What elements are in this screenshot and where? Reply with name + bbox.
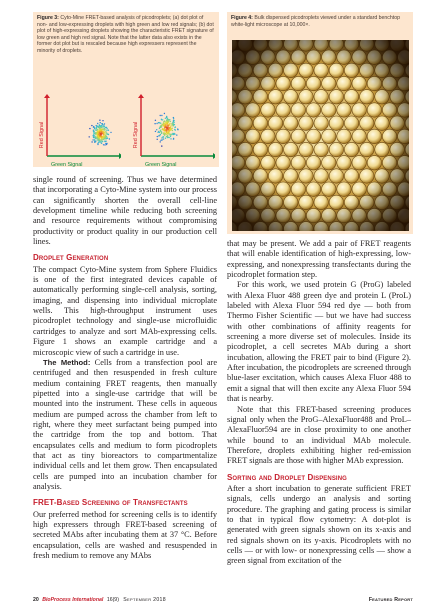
dot-plot-a-axes xyxy=(44,94,121,159)
dot-plot-point xyxy=(104,141,105,142)
dot-plot-b-xlabel: Green Signal xyxy=(145,162,177,168)
heading-droplet-generation xyxy=(33,253,217,263)
dot-plot-a-points xyxy=(89,120,112,146)
paragraph-sorting: After a short incubation to generate sufficient FRET signals, cells undergo an analysis and sorting procedure. The graphing and gating process is similar to that in typical flow cytometry: A dot-plot is generated with green signals shown on its x-axis and red signals shown on its y-axis. Picodroplets with no cells — or with low- or nonexpressing cells — show a green signal from excitation of the xyxy=(227,483,411,566)
dot-plot-point xyxy=(106,138,107,139)
dot-plot-point xyxy=(106,128,107,129)
dot-plot-point xyxy=(155,120,156,121)
heading-fret-screening-text: FRET-Based Screening of Transfectants xyxy=(33,498,188,508)
dot-plot-point xyxy=(103,137,104,138)
dot-plot-point xyxy=(105,127,106,128)
dot-plot-point xyxy=(98,126,99,127)
left-column xyxy=(33,175,217,561)
dot-plot-point xyxy=(173,122,174,123)
dot-plot-point xyxy=(93,127,94,128)
dot-plot-point xyxy=(96,128,97,129)
dot-plot-point xyxy=(93,135,94,136)
dot-plot-point xyxy=(160,115,161,116)
dot-plot-point xyxy=(95,129,96,130)
dot-plot-point xyxy=(91,125,92,126)
dot-plot-point xyxy=(94,133,95,134)
dot-plot-point xyxy=(97,143,98,144)
dot-plot-b-axes xyxy=(138,94,215,159)
dot-plot-point xyxy=(169,124,170,125)
dot-plot-point xyxy=(110,132,111,133)
dot-plot-point xyxy=(173,118,174,119)
dot-plot-point xyxy=(160,127,161,128)
dot-plot-point xyxy=(101,140,102,141)
dot-plot-point xyxy=(161,145,162,146)
dot-plot-point xyxy=(105,131,106,132)
issue-date: September 2018 xyxy=(123,597,166,603)
dot-plot-point xyxy=(106,136,107,137)
dot-plot-point xyxy=(104,129,105,130)
dot-plot-a-ylabel: Red Signal xyxy=(39,121,46,149)
paragraph-cyto-mine: The compact Cyto-Mine system from Sphere Fluidics is one of the first integrated devices capable of automatically performing single-cell analysis, sorting, imaging, and dispensing into individual microplate wells. This high-throughput instrument uses picodroplet technology and single-use microfluidic cartridges to analyze and sort MAb-expressing cells. Figure 1 shows an example cartridge and a microscopic view of such a cartridge in use. xyxy=(33,264,217,357)
dot-plot-point xyxy=(164,134,165,135)
dot-plot-point xyxy=(104,144,105,145)
dot-plot-point xyxy=(93,131,94,132)
heading-sorting-text: Sorting and Droplet Dispensing xyxy=(227,472,347,482)
section-name: Featured Report xyxy=(368,597,413,603)
dot-plot-point xyxy=(99,141,100,142)
figure-3-caption xyxy=(33,12,219,55)
dot-plot-point xyxy=(173,120,174,121)
dot-plot-point xyxy=(166,116,167,117)
footer-left xyxy=(33,597,166,603)
dot-plot-point xyxy=(89,136,90,137)
dot-plot-point xyxy=(92,139,93,140)
dot-plot-point xyxy=(160,141,161,142)
dot-plot-point xyxy=(172,130,173,131)
dot-plot-point xyxy=(94,128,95,129)
dot-plot-point xyxy=(105,137,106,138)
dot-plot-a-xlabel: Green Signal xyxy=(51,162,83,168)
dot-plot-point xyxy=(108,130,109,131)
dot-plot-point xyxy=(162,129,163,130)
dot-plot-point xyxy=(102,126,103,127)
method-runin-label: The Method: xyxy=(43,357,91,367)
dot-plot-point xyxy=(167,118,168,119)
figure-3-caption-text: Cyto-Mine FRET-based analysis of picodroplets; (a) dot plot of non- and low-expressing droplets with high green and low red signals; (b) dot plot of high-expressing droplets showing the characteristic FRET signature of low green and high red signal. Note that the latter data also exists in the former dot plot but is rescaled because high expressers represent the minority of droplets. xyxy=(37,15,214,54)
dot-plot-point xyxy=(164,127,165,128)
figure-3 xyxy=(33,12,219,167)
dot-plot-point xyxy=(165,133,166,134)
dot-plot-point xyxy=(167,122,168,123)
dot-plot-point xyxy=(107,138,108,139)
dot-plot-point xyxy=(100,134,101,135)
dot-plot-point xyxy=(168,132,169,133)
dot-plot-point xyxy=(167,124,168,125)
dot-plot-point xyxy=(100,125,101,126)
figure-4-caption xyxy=(227,12,413,28)
dot-plot-point xyxy=(99,120,100,121)
dot-plot-point xyxy=(159,122,160,123)
dot-plot-point xyxy=(172,134,173,135)
figure-4 xyxy=(227,12,413,234)
paragraph-fret-signal: Note that this FRET-based screening produces signal only when the ProG–AlexaFluor488 and ProL–AlexaFluor594 are in close proximity to one another while bound to an individual MAb molecule. Therefore, droplets exhibiting higher red-emission FRET signals are those with higher MAb expression. xyxy=(227,404,411,466)
dot-plot-point xyxy=(166,130,167,131)
dot-plot-point xyxy=(169,128,170,129)
dot-plot-point xyxy=(99,132,100,133)
dot-plot-point xyxy=(168,133,169,134)
dot-plot-point xyxy=(104,123,105,124)
dot-plot-point xyxy=(99,140,100,141)
dot-plot-point xyxy=(156,129,157,130)
publication-name: BioProcess International xyxy=(42,597,104,603)
dot-plot-point xyxy=(109,138,110,139)
dot-plot-point xyxy=(99,136,100,137)
dot-plot-point xyxy=(160,130,161,131)
dot-plot-point xyxy=(166,132,167,133)
dot-plot-point xyxy=(103,131,104,132)
dot-plot-point xyxy=(157,132,158,133)
dot-plot-point xyxy=(161,115,162,116)
dot-plot-point xyxy=(95,140,96,141)
dot-plot-point xyxy=(91,141,92,142)
dot-plot-a xyxy=(37,94,121,168)
dot-plot-point xyxy=(159,135,160,136)
dot-plot-point xyxy=(108,134,109,135)
dot-plot-point xyxy=(166,136,167,137)
dot-plot-point xyxy=(97,138,98,139)
dot-plot-point xyxy=(103,125,104,126)
dot-plot-point xyxy=(100,142,101,143)
figure-3-label: Figure 3: xyxy=(37,15,59,21)
dot-plot-point xyxy=(170,125,171,126)
dot-plot-point xyxy=(163,129,164,130)
dot-plot-point xyxy=(164,113,165,114)
dot-plot-b xyxy=(131,94,215,168)
paragraph-fret-reagents: that may be present. We add a pair of FRET reagents that will enable identification of high-expressing, low-expressing, and nonexpressing transfectants during the picodroplet formation step. xyxy=(227,239,411,280)
dot-plot-point xyxy=(94,139,95,140)
dot-plot-point xyxy=(97,129,98,130)
heading-sorting xyxy=(227,473,411,483)
dot-plot-point xyxy=(97,123,98,124)
dot-plot-point xyxy=(106,134,107,135)
dot-plot-point xyxy=(155,131,156,132)
dot-plot-point xyxy=(100,122,101,123)
heading-fret-screening xyxy=(33,498,217,508)
dot-plot-point xyxy=(160,140,161,141)
dot-plot-point xyxy=(171,128,172,129)
right-column xyxy=(227,239,411,567)
dot-plot-point xyxy=(98,133,99,134)
dot-plot-point xyxy=(103,138,104,139)
paragraph-protein-labels: For this work, we used protein G (ProG) labeled with Alexa Fluor 488 green dye and protein L (ProL) labeled with Alexa Fluor 594 red dye — both from Thermo Fisher Scientific — but we have had success with other combinations of affinity reagents for screening a more diverse set of molecules. Inside its picodroplet, a cell secretes MAb during a short incubation, allowing the FRET pair to bind (Figure 2). After incubation, the picodroplets are screened through blue-laser excitation, which causes Alexa Fluor 488 to emit a signal that will then excite any Alexa Fluor 594 that is nearby. xyxy=(227,280,411,404)
dot-plot-point xyxy=(105,143,106,144)
dot-plot-b-points xyxy=(154,113,178,147)
dot-plot-point xyxy=(173,117,174,118)
dot-plot-point xyxy=(175,129,176,130)
dot-plot-point xyxy=(161,119,162,120)
paragraph-fret-screening: Our preferred method for screening cells is to identify high expressers through FRET-based screening of secreted MAbs after incubating them at 37 °C. Before encapsulation, cells are washed and resuspended in fresh medium to remove any MAbs xyxy=(33,509,217,561)
dot-plot-point xyxy=(160,123,161,124)
dot-plot-point xyxy=(167,120,168,121)
dot-plot-point xyxy=(170,121,171,122)
issue-volume: 16(9) xyxy=(106,597,119,603)
dot-plot-point xyxy=(165,130,166,131)
dot-plot-point xyxy=(165,138,166,139)
dot-plot-point xyxy=(103,126,104,127)
picodroplet-micrograph xyxy=(232,40,409,231)
dot-plot-point xyxy=(176,134,177,135)
dot-plot-point xyxy=(97,132,98,133)
dot-plot-point xyxy=(164,126,165,127)
dot-plot-point xyxy=(161,137,162,138)
dot-plot-point xyxy=(177,129,178,130)
dot-plot-point xyxy=(99,124,100,125)
dot-plot-point xyxy=(169,130,170,131)
dot-plot-point xyxy=(161,124,162,125)
method-text: Cells from a transfection pool are centrifuged and then resuspended in fresh culture medium containing FRET reagents, then manually pipetted into a single-use cartridge that will be mounted into the instrument. These cells in aqueous medium are pumped across the chamber from left to right, where they meet surfactant being pumped into the cartridge from the top and bottom. That encapsulates cells and medium to form picodroplets that act as tiny bioreactors to compartmentalize individual cells and let them grow. Then encapsulated cells are pumped into an incubation chamber for analysis. xyxy=(33,357,218,491)
dot-plot-point xyxy=(162,123,163,124)
dot-plot-point xyxy=(89,128,90,129)
dot-plot-point xyxy=(97,135,98,136)
figure-4-caption-text: Bulk dispensed picodroplets viewed under a standard benchtop white-light microscope at 10,000×. xyxy=(231,15,400,28)
dot-plot-point xyxy=(163,130,164,131)
dot-plot-point xyxy=(163,138,164,139)
page-number: 20 xyxy=(33,597,39,603)
intro-paragraph: single round of screening. Thus we have determined that incorporating a Cyto-Mine system into our process can significantly shorten the overall cell-line development timeline while reducing both screening and resource requirements without compromising productivity or product quality in our production cell lines. xyxy=(33,175,217,247)
dot-plot-point xyxy=(102,120,103,121)
dot-plot-b-ylabel: Red Signal xyxy=(133,121,140,149)
dot-plot-point xyxy=(100,129,101,130)
dot-plot-point xyxy=(170,138,171,139)
dot-plot-point xyxy=(170,134,171,135)
dot-plot-point xyxy=(168,119,169,120)
dot-plot-point xyxy=(175,126,176,127)
dot-plot-point xyxy=(164,120,165,121)
dot-plot-point xyxy=(96,132,97,133)
heading-droplet-generation-text: Droplet Generation xyxy=(33,253,109,263)
dot-plot-point xyxy=(96,137,97,138)
dot-plot-point xyxy=(106,132,107,133)
dot-plot-point xyxy=(106,130,107,131)
dot-plot-point xyxy=(103,144,104,145)
paragraph-method xyxy=(33,358,217,492)
dot-plot-point xyxy=(157,136,158,137)
dot-plot-point xyxy=(157,139,158,140)
dot-plot-point xyxy=(172,122,173,123)
dot-plot-point xyxy=(173,138,174,139)
dot-plot-point xyxy=(105,134,106,135)
dot-plot-point xyxy=(162,136,163,137)
dot-plot-point xyxy=(165,124,166,125)
dot-plot-point xyxy=(168,137,169,138)
dot-plot-point xyxy=(156,123,157,124)
dot-plot-point xyxy=(93,137,94,138)
figure-4-label: Figure 4: xyxy=(231,15,253,21)
dot-plot-point xyxy=(168,125,169,126)
dot-plot-point xyxy=(174,124,175,125)
dot-plot-point xyxy=(166,128,167,129)
dot-plot-point xyxy=(101,137,102,138)
page-footer xyxy=(33,597,413,605)
dot-plot-point xyxy=(104,135,105,136)
dot-plot-point xyxy=(154,123,155,124)
dot-plot-point xyxy=(170,136,171,137)
dot-plot-point xyxy=(172,124,173,125)
dot-plot-point xyxy=(161,132,162,133)
